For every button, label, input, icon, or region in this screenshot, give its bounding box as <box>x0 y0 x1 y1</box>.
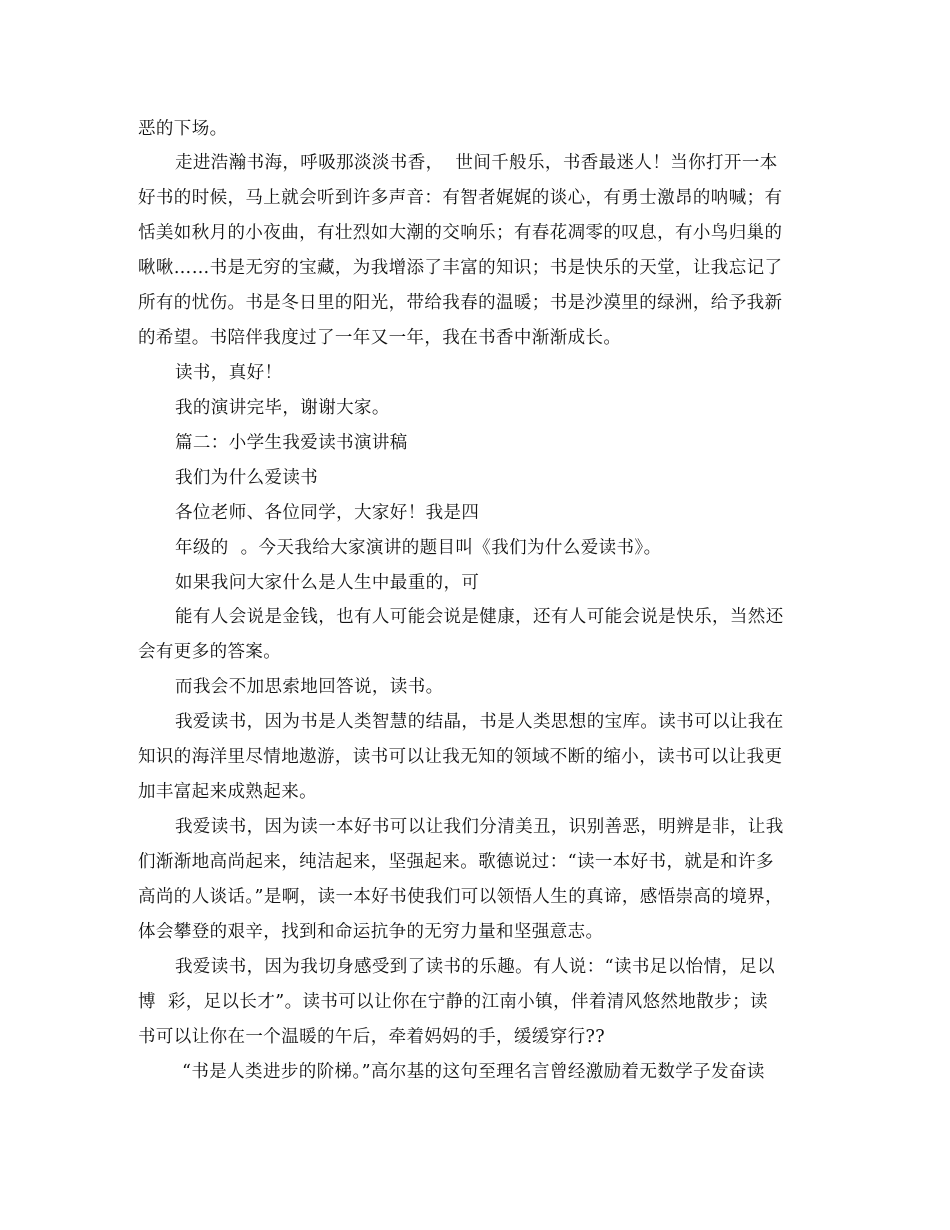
text-line: 走进浩瀚书海，呼吸那淡淡书香， 世间千般乐，书香最迷人！当你打开一本 <box>175 153 778 173</box>
text-line: 我爱读书，因为我切身感受到了读书的乐趣。有人说：“读书足以怡情，足以 <box>175 957 776 977</box>
text-line: 高尚的人谈话。”是啊，读一本好书使我们可以领悟人生的真谛，感悟崇高的境界， <box>138 887 783 907</box>
text-line: 书可以让你在一个温暖的午后，牵着妈妈的手，缓缓穿行?? <box>138 1027 606 1047</box>
text-line: 加丰富起来成熟起来。 <box>138 782 317 802</box>
text-line: 体会攀登的艰辛，找到和命运抗争的无穷力量和坚强意志。 <box>138 922 604 942</box>
text-line: 博 彩，足以长才”。读书可以让你在宁静的江南小镇，伴着清风悠然地散步；读 <box>138 992 768 1012</box>
text-line: 们渐渐地高尚起来，纯洁起来，坚强起来。歌德说过：“读一本好书，就是和许多 <box>138 852 774 872</box>
text-line: 如果我问大家什么是人生中最重的，可 <box>175 573 480 593</box>
text-line: “书是人类进步的阶梯。”高尔基的这句至理名言曾经激励着无数学子发奋读 <box>182 1062 765 1082</box>
text-line: 好书的时候，马上就会听到许多声音：有智者娓娓的谈心，有勇士激昂的呐喊；有 <box>138 188 783 208</box>
text-line: 我爱读书，因为书是人类智慧的结晶，书是人类思想的宝库。读书可以让我在 <box>175 712 784 732</box>
text-line: 而我会不加思索地回答说，读书。 <box>175 677 444 697</box>
text-line: 所有的忧伤。书是冬日里的阳光，带给我春的温暖；书是沙漠里的绿洲，给予我新 <box>138 293 783 313</box>
text-line: 恶的下场。 <box>138 119 228 139</box>
section-heading: 篇二：小学生我爱读书演讲稿 <box>175 433 408 453</box>
text-line: 读书，真好！ <box>175 363 283 383</box>
text-line: 我的演讲完毕，谢谢大家。 <box>175 398 390 418</box>
text-line: 恬美如秋月的小夜曲，有壮烈如大潮的交响乐；有春花凋零的叹息，有小鸟归巢的 <box>138 223 783 243</box>
text-line: 各位老师、各位同学，大家好！我是四 <box>175 503 480 523</box>
text-line: 的希望。书陪伴我度过了一年又一年，我在书香中渐渐成长。 <box>138 328 622 348</box>
text-line: 能有人会说是金钱，也有人可能会说是健康，还有人可能会说是快乐，当然还 <box>175 607 784 627</box>
text-line: 啾啾……书是无穷的宝藏，为我增添了丰富的知识；书是快乐的天堂，让我忘记了 <box>138 258 783 278</box>
text-line: 年级的 。今天我给大家演讲的题目叫《我们为什么爱读书》。 <box>175 538 662 558</box>
text-line: 我爱读书，因为读一本好书可以让我们分清美丑，识别善恶，明辨是非，让我 <box>175 817 784 837</box>
text-line: 会有更多的答案。 <box>138 642 282 662</box>
speech-title: 我们为什么爱读书 <box>175 468 319 488</box>
text-line: 知识的海洋里尽情地遨游，读书可以让我无知的领域不断的缩小，读书可以让我更 <box>138 747 783 767</box>
